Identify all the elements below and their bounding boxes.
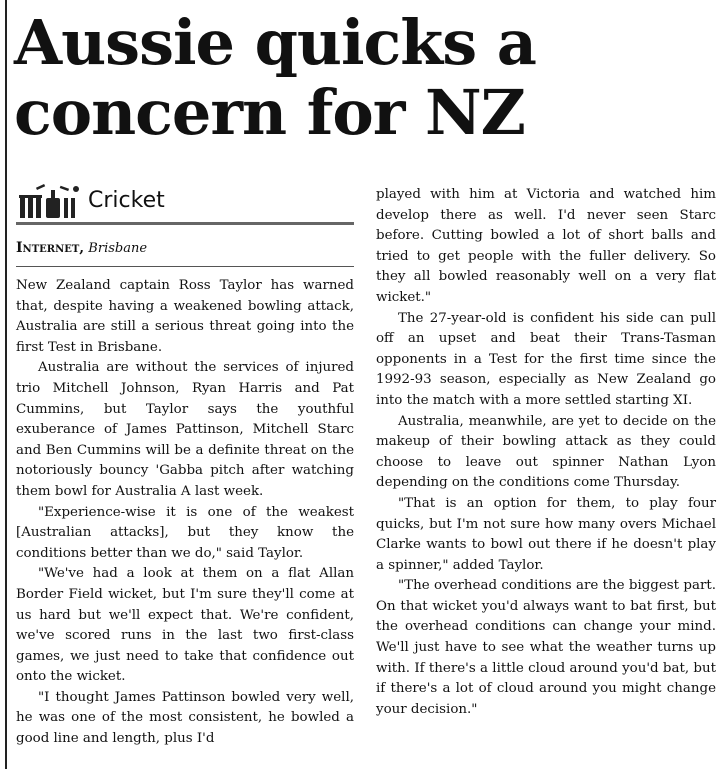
paragraph: "That is an option for them, to play four quicks, but I'm not sure how many overs Michael Clarke wants to bowl out there if he doesn't play a spinner," added Taylor. [376, 495, 716, 573]
byline [16, 240, 147, 256]
paragraph: New Zealand captain Ross Taylor has warned that, despite having a weakened bowling attack, Australia are still a serious threat going into the first Test in Brisbane. [16, 278, 354, 355]
paragraph: "The overhead conditions are the biggest part. On that wicket you'd always want to bat first, but the overhead conditions can change your mind. We'll just have to see what the weather turns up with. If there's a little cloud around you'd bat, but if there's a lot of cloud around you might change your decision." [376, 578, 716, 717]
headline: Aussie quicks a concern for NZ [14, 6, 536, 149]
paragraph: The 27-year-old is confident his side can pull off an upset and beat their Trans-Tasman opponents in a Test for the first time since the 1992-93 season, especially as New Zealand go into the match with a more settled starting XI. [376, 310, 716, 408]
paragraph: "Experience-wise it is one of the weakest [Australian attacks], but they know the conditions better than we do," said Taylor. [16, 504, 354, 561]
section-divider [16, 222, 354, 225]
section-label: Cricket [88, 188, 165, 213]
paragraph: Australia are without the services of injured trio Mitchell Johnson, Ryan Harris and Pat Cummins, but Taylor says the youthful exuberance of James Pattinson, Mitchell Starc and Ben Cummins will be a definite threat on the notoriously bouncy 'Gabba pitch after watching them bowl for Australia A last week. [16, 360, 354, 499]
article-column-right [376, 185, 716, 720]
byline-place: Brisbane [88, 241, 148, 256]
paragraph: "I thought James Pattinson bowled very well, he was one of the most consistent, he bowled a good line and length, plus I'd [16, 689, 354, 747]
page-left-border [5, 0, 7, 769]
paragraph: played with him at Victoria and watched him develop there as well. I'd never seen Starc before. Cutting bowled a lot of short balls and tried to get people with the fuller delivery. So they all bowled reasonably well on a very flat wicket." [376, 187, 716, 305]
cricket-icon [16, 184, 82, 224]
paragraph: "We've had a look at them on a flat Allan Border Field wicket, but I'm sure they'll come at us hard but we'll expect that. We're confident, we've scored runs in the last two first-class games, we just need to take that confidence out onto the wicket. [16, 566, 354, 685]
byline-source: Internet, [16, 240, 85, 256]
paragraph: Australia, meanwhile, are yet to decide on the makeup of their bowling attack as they could choose to leave out spinner Nathan Lyon depending on the conditions come Thursday. [376, 413, 716, 491]
byline-divider [16, 266, 354, 267]
article-column-left [16, 276, 354, 750]
section-header [16, 184, 354, 220]
